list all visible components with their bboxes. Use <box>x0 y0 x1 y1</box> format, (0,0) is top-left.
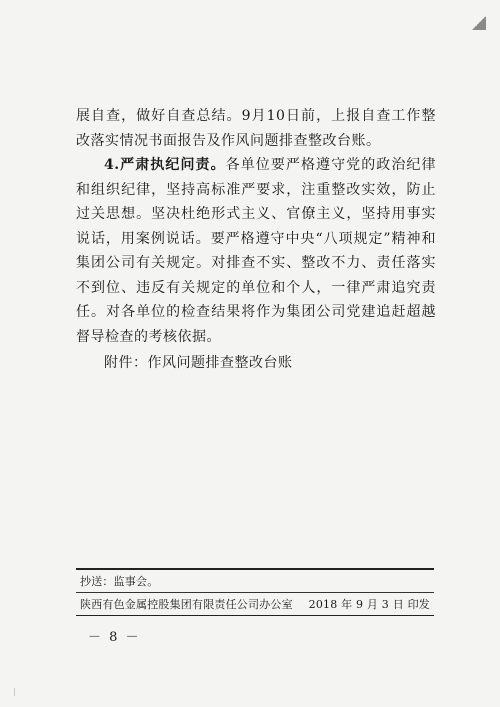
corner-mark <box>472 16 486 30</box>
issuer-row <box>76 593 434 615</box>
body-text <box>76 104 436 349</box>
footer-rule-bottom <box>76 615 434 617</box>
paragraph-self-check: 展自查，做好自查总结。9月10日前，上报自查工作整改落实情况书面报告及作风问题排查整改台账。 <box>76 108 436 149</box>
paragraph-discipline-text: 各单位要严格遵守党的政治纪律和组织纪律，坚持高标准严要求，注重整改实效，防止过关思想。坚决杜绝形式主义、官僚主义，坚持用事实说话，用案例说话。要严格遵守中央“八项规定”精神和集团公司有关规定。对排查不实、整改不力、责任落实不到位、违反有关规定的单位和个人，一律严肃追究责任。对各单位的检查结果将作为集团公司党建追赶超越督导检查的考核依据。 <box>76 157 436 345</box>
paragraph-discipline <box>76 153 436 349</box>
cc-text: 抄送：监事会。 <box>80 574 159 588</box>
scan-artifact <box>14 688 15 696</box>
issuance-footer <box>76 568 434 616</box>
issue-date: 2018 年 9 月 3 日 印发 <box>308 597 430 611</box>
attachment-note: 附件：作风问题排查整改台账 <box>104 355 293 371</box>
paragraph-heading: 4.严肃执纪问责。 <box>104 157 226 173</box>
issuer-name: 陕西有色金属控股集团有限责任公司办公室 <box>80 597 293 611</box>
page-number: － 8 － <box>88 630 141 645</box>
cc-row <box>76 570 434 592</box>
